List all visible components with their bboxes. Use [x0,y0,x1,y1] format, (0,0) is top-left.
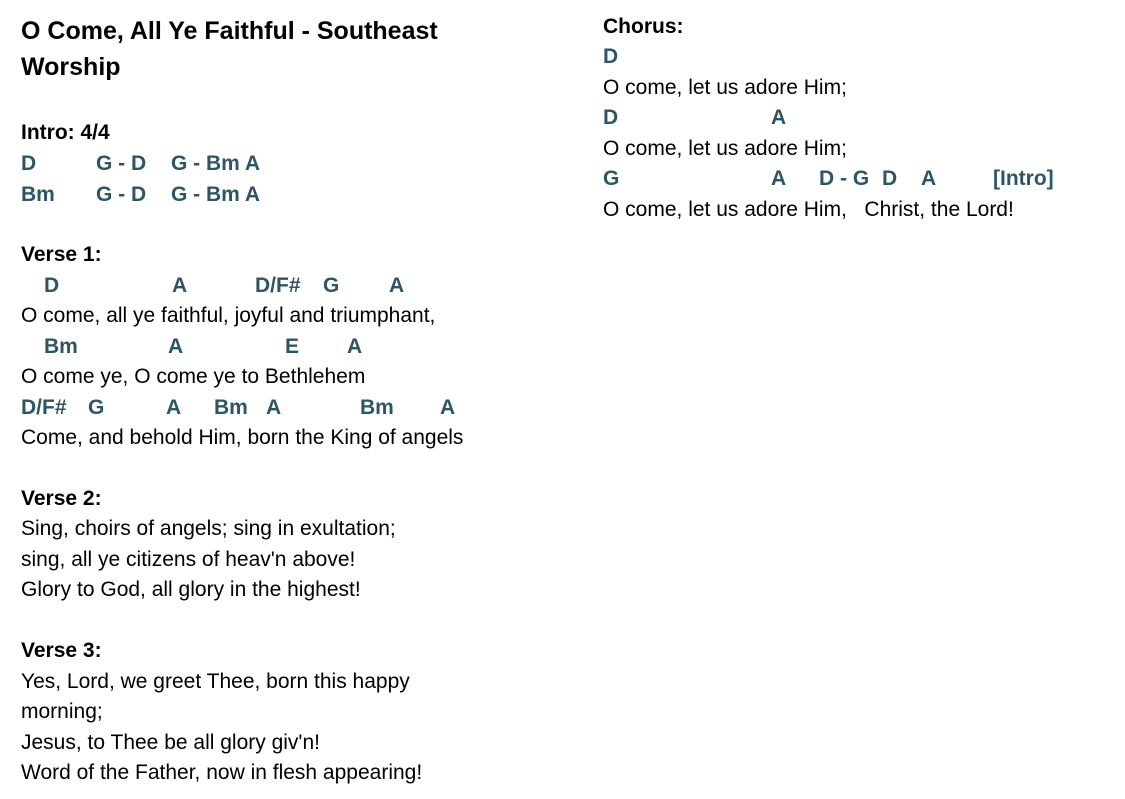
chord: G [603,167,620,190]
chord: Bm [21,183,55,206]
chord: D/F# [21,396,67,419]
chord: A [440,396,456,419]
intro-chord-line-1 [21,149,521,179]
chorus-chord-line-2 [603,103,1083,133]
song-title: O Come, All Ye Faithful - Southeast Worship [21,17,438,81]
verse-1-heading: Verse 1: [21,243,102,266]
chord: A [168,335,184,358]
chord: Bm [360,396,394,419]
verse-1-chord-line-2 [21,332,521,362]
verse-1-chord-line-3 [21,393,521,423]
verse-3-lyric-1b: morning; [21,700,103,723]
chord: D [882,167,898,190]
verse-2-heading: Verse 2: [21,487,102,510]
chord: D [44,274,60,297]
chord: G [323,274,340,297]
verse-1-lyric-1: O come, all ye faithful, joyful and triumphant, [21,304,436,327]
chorus-chord-line-3 [603,164,1083,194]
verse-1-lyric-2: O come ye, O come ye to Bethlehem [21,365,366,388]
chord: G - Bm A [171,183,261,206]
chorus-heading: Chorus: [603,15,684,38]
chorus-lyric-1: O come, let us adore Him; [603,76,847,99]
verse-3-lyric-1a: Yes, Lord, we greet Thee, born this happy [21,670,410,693]
chord: G - D [96,183,147,206]
chord: A [172,274,188,297]
chord: G - D [96,152,147,175]
chord: Bm [44,335,78,358]
chord: A [347,335,363,358]
chord: G [88,396,105,419]
verse-1-chord-line-1 [21,271,521,301]
verse-3-lyric-3: Word of the Father, now in flesh appearing! [21,761,423,784]
verse-3-heading: Verse 3: [21,639,102,662]
chord: A [389,274,405,297]
chord: D [603,45,619,68]
intro-chord-line-2 [21,180,521,210]
verse-2-lyric-2: sing, all ye citizens of heav'n above! [21,548,356,571]
chord: A [771,167,787,190]
chord: A [166,396,182,419]
chord: [Intro] [993,167,1054,190]
chord: A [266,396,282,419]
verse-2-lyric-3: Glory to God, all glory in the highest! [21,578,361,601]
verse-3-lyric-2: Jesus, to Thee be all glory giv'n! [21,731,320,754]
chorus-lyric-3: O come, let us adore Him, Christ, the Lord! [603,198,1014,221]
verse-1-lyric-3: Come, and behold Him, born the King of angels [21,426,464,449]
chord: D - G [819,167,870,190]
chord: G - Bm A [171,152,261,175]
chord: D [603,106,619,129]
chord: E [285,335,300,358]
chorus-lyric-2: O come, let us adore Him; [603,137,847,160]
chord: D [21,152,37,175]
chord: D/F# [255,274,301,297]
chord: A [921,167,937,190]
intro-heading: Intro: 4/4 [21,121,110,144]
chorus-chord-line-1 [603,42,1083,72]
chord: A [771,106,787,129]
chord: Bm [214,396,248,419]
verse-2-lyric-1: Sing, choirs of angels; sing in exultation; [21,517,396,540]
